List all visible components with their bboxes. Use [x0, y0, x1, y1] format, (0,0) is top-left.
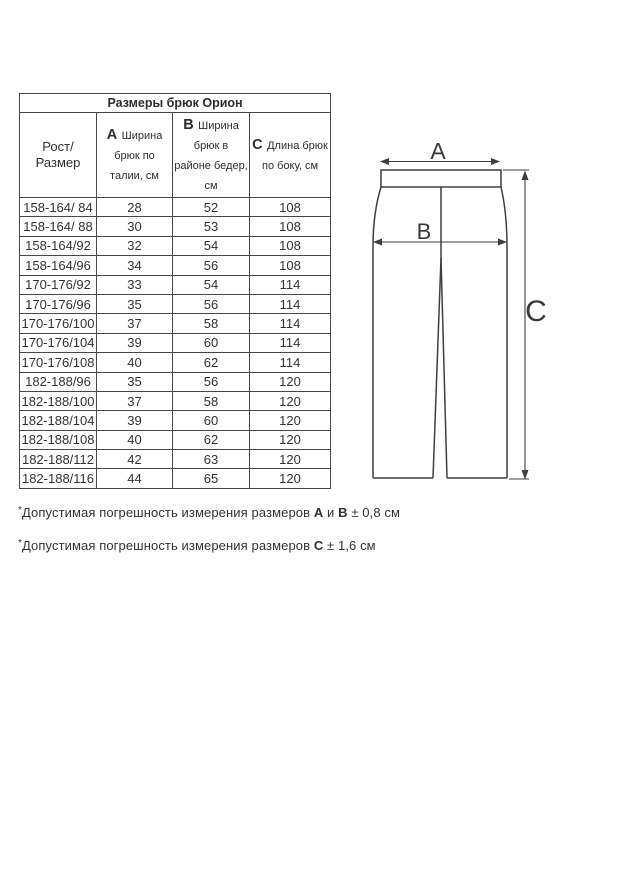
dim-letter-b: В: [183, 117, 194, 133]
footnote-asterisk: *: [18, 505, 22, 516]
value-cell: 53: [173, 217, 250, 236]
size-cell: 182-188/100: [20, 391, 97, 410]
value-cell: 114: [250, 294, 331, 313]
value-cell: 40: [97, 353, 173, 372]
dim-desc-b: Ширина брюк в районе бедер, см: [174, 120, 248, 192]
size-cell: 182-188/108: [20, 430, 97, 449]
table-row: [20, 217, 331, 236]
size-cell: 170-176/92: [20, 275, 97, 294]
label-c: C: [525, 295, 547, 328]
right-inseam: [441, 258, 447, 478]
value-cell: 58: [173, 391, 250, 410]
waistband: [381, 170, 501, 187]
footnote-text: ± 0,8 см: [347, 505, 401, 520]
value-cell: 120: [250, 372, 331, 391]
a-arrowhead-right: [491, 158, 500, 165]
value-cell: 52: [173, 198, 250, 217]
size-table-body: [20, 198, 331, 489]
value-cell: 35: [97, 372, 173, 391]
size-cell: 182-188/112: [20, 450, 97, 469]
value-cell: 44: [97, 469, 173, 488]
right-outer-seam: [501, 187, 507, 478]
value-cell: 63: [173, 450, 250, 469]
label-b: B: [416, 219, 432, 244]
value-cell: 114: [250, 353, 331, 372]
table-row: [20, 353, 331, 372]
b-arrowhead-right: [498, 239, 507, 246]
size-cell: 170-176/104: [20, 333, 97, 352]
table-row: [20, 275, 331, 294]
table-row: [20, 314, 331, 333]
value-cell: 108: [250, 256, 331, 275]
value-cell: 56: [173, 256, 250, 275]
value-cell: 108: [250, 236, 331, 255]
table-row: [20, 391, 331, 410]
value-cell: 37: [97, 314, 173, 333]
value-cell: 120: [250, 411, 331, 430]
value-cell: 28: [97, 198, 173, 217]
table-row: [20, 333, 331, 352]
label-a: A: [430, 138, 446, 164]
value-cell: 60: [173, 411, 250, 430]
value-cell: 39: [97, 333, 173, 352]
dim-letter-c: С: [252, 137, 263, 153]
value-cell: 62: [173, 430, 250, 449]
table-title-row: [20, 94, 331, 113]
value-cell: 33: [97, 275, 173, 294]
table-row: [20, 294, 331, 313]
size-cell: 182-188/96: [20, 372, 97, 391]
value-cell: 40: [97, 430, 173, 449]
value-cell: 60: [173, 333, 250, 352]
value-cell: 35: [97, 294, 173, 313]
value-cell: 56: [173, 372, 250, 391]
footnote-tolerance-c: [18, 538, 376, 553]
left-outer-seam: [373, 187, 381, 478]
col-header-b: [173, 113, 250, 198]
left-inseam: [433, 258, 441, 478]
footnote-asterisk: *: [18, 538, 22, 549]
value-cell: 56: [173, 294, 250, 313]
table-row: [20, 450, 331, 469]
value-cell: 62: [173, 353, 250, 372]
size-cell: 182-188/104: [20, 411, 97, 430]
col-header-size: Рост/Размер: [20, 113, 97, 198]
table-header-row: [20, 113, 331, 198]
table-row: [20, 256, 331, 275]
value-cell: 114: [250, 314, 331, 333]
footnote-text: Допустимая погрешность измерения размеров: [22, 538, 314, 553]
size-cell: 158-164/96: [20, 256, 97, 275]
value-cell: 58: [173, 314, 250, 333]
a-arrowhead-left: [380, 158, 389, 165]
value-cell: 120: [250, 469, 331, 488]
col-header-c: [250, 113, 331, 198]
value-cell: 120: [250, 450, 331, 469]
footnote-text: Допустимая погрешность измерения размеров: [22, 505, 314, 520]
value-cell: 65: [173, 469, 250, 488]
table-row: [20, 411, 331, 430]
value-cell: 30: [97, 217, 173, 236]
c-arrowhead-top: [522, 171, 529, 181]
trousers-diagram: [358, 133, 562, 495]
footnote-dim-b: В: [338, 505, 348, 520]
value-cell: 37: [97, 391, 173, 410]
table-row: [20, 372, 331, 391]
size-cell: 158-164/ 84: [20, 198, 97, 217]
b-arrowhead-left: [373, 239, 382, 246]
value-cell: 54: [173, 275, 250, 294]
size-cell: 170-176/108: [20, 353, 97, 372]
value-cell: 114: [250, 333, 331, 352]
value-cell: 42: [97, 450, 173, 469]
footnote-dim-c: С: [313, 538, 324, 553]
value-cell: 32: [97, 236, 173, 255]
table-row: [20, 198, 331, 217]
value-cell: 54: [173, 236, 250, 255]
value-cell: 34: [97, 256, 173, 275]
value-cell: 108: [250, 217, 331, 236]
table-title: Размеры брюк Орион: [20, 94, 331, 113]
value-cell: 120: [250, 430, 331, 449]
size-cell: 158-164/ 88: [20, 217, 97, 236]
dim-desc-c: Длина брюк по боку, см: [261, 140, 328, 172]
table-row: [20, 469, 331, 488]
size-cell: 170-176/100: [20, 314, 97, 333]
table-row: [20, 236, 331, 255]
value-cell: 114: [250, 275, 331, 294]
footnote-tolerance-ab: [18, 505, 400, 520]
footnote-text: и: [323, 505, 339, 520]
dim-letter-a: А: [106, 127, 118, 143]
value-cell: 120: [250, 391, 331, 410]
value-cell: 39: [97, 411, 173, 430]
size-cell: 182-188/116: [20, 469, 97, 488]
col-header-a: [97, 113, 173, 198]
value-cell: 108: [250, 198, 331, 217]
dim-desc-a: Ширина брюк по талии, см: [110, 130, 163, 182]
size-cell: 158-164/92: [20, 236, 97, 255]
size-cell: 170-176/96: [20, 294, 97, 313]
c-arrowhead-bottom: [522, 470, 529, 480]
table-row: [20, 430, 331, 449]
footnote-dim-a: А: [313, 505, 324, 520]
footnote-text: ± 1,6 см: [323, 538, 376, 553]
size-table: [19, 93, 331, 489]
